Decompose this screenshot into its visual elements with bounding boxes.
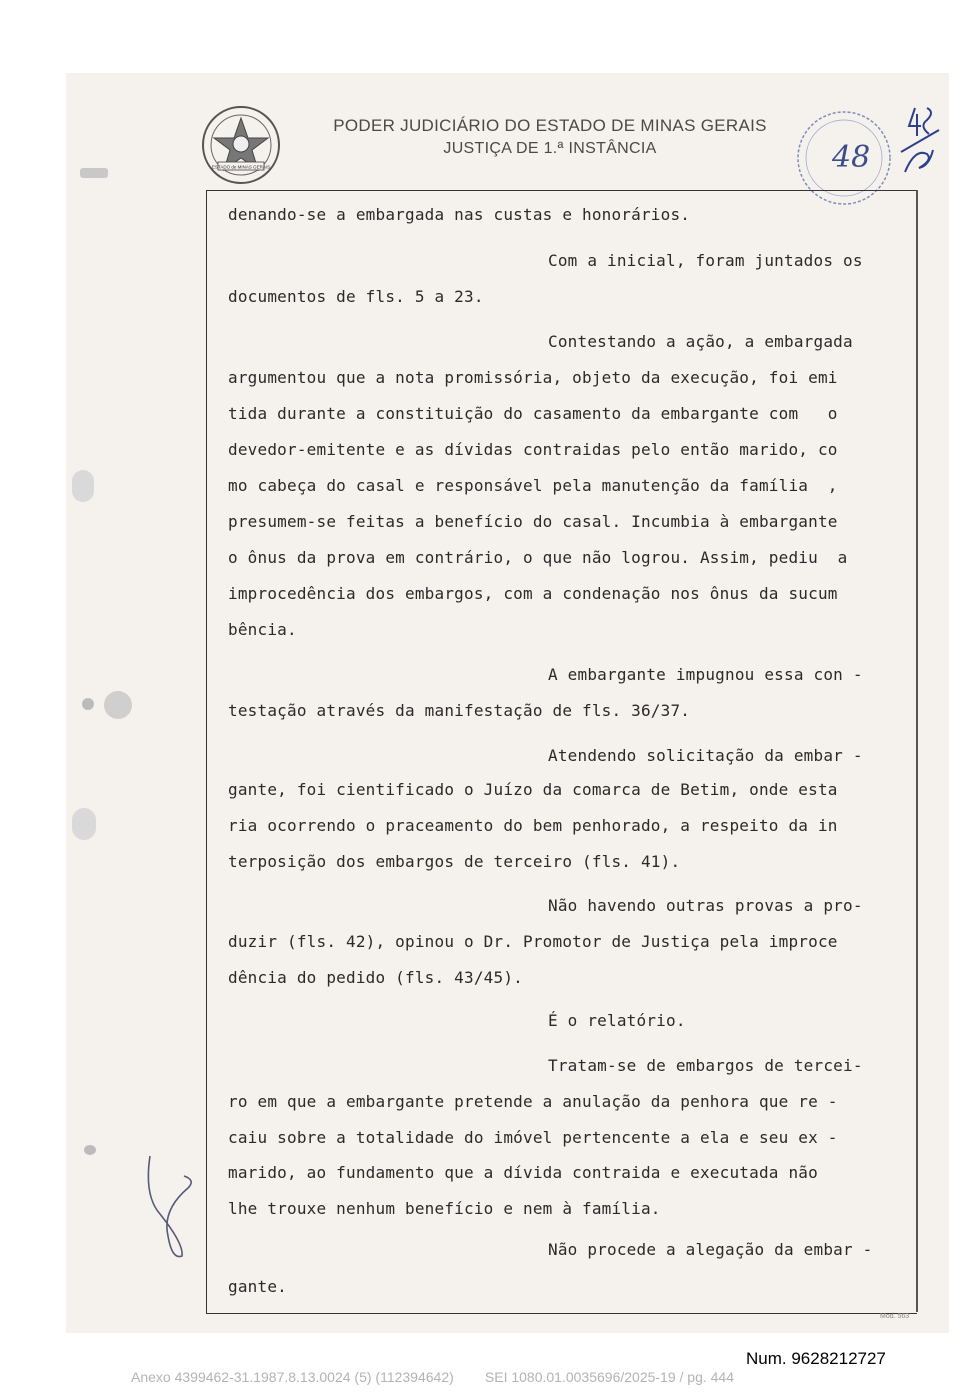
minas-gerais-seal-icon (200, 104, 282, 186)
text-line: duzir (fls. 42), opinou o Dr. Promotor de Justiça pela improce (228, 932, 838, 951)
text-line: improcedência dos embargos, com a condenação nos ônus da sucum (228, 584, 838, 603)
text-line: presumem-se feitas a benefício do casal. Incumbia à embargante (228, 512, 838, 531)
handwritten-initials-icon (895, 100, 945, 180)
text-line: Contestando a ação, a embargada (548, 332, 853, 351)
text-line: gante. (228, 1277, 287, 1296)
text-line: É o relatório. (548, 1011, 686, 1030)
text-line: denando-se a embargada nas custas e honorários. (228, 205, 691, 224)
punch-mark (82, 698, 94, 710)
footer-reference: Anexo 4399462-31.1987.8.13.0024 (5) (112394642) SEI 1080.01.0035696/2025-19 / pg. 444 (131, 1369, 734, 1385)
text-line: ria ocorrendo o praceamento do bem penhorado, a respeito da in (228, 816, 838, 835)
text-line: bência. (228, 620, 297, 639)
text-line: Com a inicial, foram juntados os (548, 251, 863, 270)
text-line: documentos de fls. 5 a 23. (228, 287, 484, 306)
text-line: dência do pedido (fls. 43/45). (228, 968, 523, 987)
header-subtitle: JUSTIÇA DE 1.ª INSTÂNCIA (443, 140, 657, 157)
text-line: gante, foi cientificado o Juízo da comarca de Betim, onde esta (228, 780, 838, 799)
punch-hole (72, 470, 94, 502)
text-line: A embargante impugnou essa con - (548, 665, 863, 684)
text-line: mo cabeça do casal e responsável pela manutenção da família , (228, 476, 838, 495)
text-line: Não procede a alegação da embar - (548, 1240, 873, 1259)
seal-text: ESTADO de MINAS GERAIS (211, 164, 271, 170)
text-line: ro em que a embargante pretende a anulação da penhora que re - (228, 1092, 838, 1111)
punch-mark (80, 168, 108, 178)
punch-mark (84, 1145, 96, 1155)
text-line: lhe trouxe nenhum benefício e nem à família. (228, 1199, 661, 1218)
text-line: devedor-emitente e as dívidas contraidas pelo então marido, co (228, 440, 838, 459)
court-header (300, 114, 800, 158)
text-line: argumentou que a nota promissória, objeto da execução, foi emi (228, 368, 838, 387)
document-number: Num. 9628212727 (746, 1349, 886, 1368)
text-line: caiu sobre a totalidade do imóvel pertencente a ela e seu ex - (228, 1128, 838, 1147)
text-line: o ônus da prova em contrário, o que não logrou. Assim, pediu a (228, 548, 848, 567)
text-line: tida durante a constituição do casamento da embargante com o (228, 404, 838, 423)
frame-right-edge (916, 190, 918, 1312)
text-line: marido, ao fundamento que a dívida contraida e executada não (228, 1163, 818, 1182)
text-line: Não havendo outras provas a pro- (548, 896, 863, 915)
punch-hole (104, 691, 132, 719)
handwritten-signature-icon (138, 1148, 198, 1258)
text-line: testação através da manifestação de fls. 36/37. (228, 701, 691, 720)
text-line: terposição dos embargos de terceiro (fls. 41). (228, 852, 681, 871)
punch-hole (72, 808, 96, 840)
form-code: Mod. 563 (880, 1313, 910, 1320)
stamp-page-number: 48 (832, 140, 871, 175)
header-title: PODER JUDICIÁRIO DO ESTADO DE MINAS GERAIS (333, 116, 767, 135)
text-line: Tratam-se de embargos de tercei- (548, 1056, 863, 1075)
text-line: Atendendo solicitação da embar - (548, 746, 863, 765)
